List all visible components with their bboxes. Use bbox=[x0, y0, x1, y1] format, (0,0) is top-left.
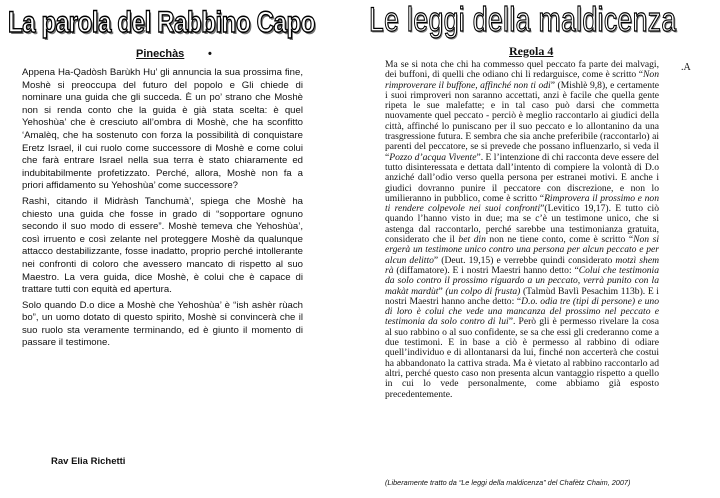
italic-quote: D.o. odia tre (tipi di persone) e uno di loro è colui che vede una mancanza del prossimo nel peccato e testimonia da solo contro di lui bbox=[385, 295, 659, 328]
paragraph: Appena Ha-Qadòsh Barùkh Hu’ gli annuncia la sua prossima fine, Moshè si preoccupa del futuro del popolo e Gli chiede di nominare una guida che gli succeda. È un po’ strano che Moshè non si renda conto che la guida è già stata scelta: è quel Yehoshùa’ che è cresciuto all’ombra di Moshè, che ha sconfitto ‘Amalèq, che ha sostenuto con forza la possibilità di conquistare Eretz Israel, il cui ruolo come successore di Moshè e come colui che farà entrare Israel nella sua terra è stato chiaramente ed indubitabilmente profetizzato. Perché, allora, Moshè non fa a priori affidamento su Yehoshùa’ come successore? bbox=[22, 67, 303, 192]
text-run: non ne tiene conto, come è scritto “ bbox=[485, 234, 634, 246]
article-body-right bbox=[385, 60, 659, 400]
italic-quote: (un colpo di frusta) bbox=[445, 285, 521, 297]
italic-quote: Non rimproverare il buffone, affinché non ti odi bbox=[385, 69, 659, 91]
article-body-left bbox=[22, 67, 303, 353]
text-run: Ma se si nota che chi ha commesso quel peccato fa parte dei malvagi, dei buffoni, di quelli che odiano chi li redarguisce, come è scritto “ bbox=[385, 59, 659, 81]
right-column bbox=[363, 0, 720, 498]
author-signature: Rav Elia Richetti bbox=[51, 456, 126, 467]
italic-quote: bet din bbox=[458, 234, 486, 246]
section-heading-pinechas: Pinechàs bbox=[136, 48, 185, 60]
paragraph: Rashì, citando il Midràsh Tanchumà’, spiega che Moshè ha chiesto una guida che fosse in grado di “sopportare ognuno secondo il suo modo di essere”. Moshè temeva che Yehoshùa’, così irruento e così zelante nel proteggere Moshè da qualunque attacco destabilizzante, fosse inadatto, proprio perché intollerante nei confronti di coloro che avessero mancato di rispetto al suo Maestro. La vera guida, dice Moshè, è colui che è capace di trattare tutti con equità ed apertura. bbox=[22, 195, 303, 296]
italic-quote: Non si ergerà un testimone unico contro una persona per alcun peccato e per alcun delitto bbox=[385, 234, 659, 266]
section-heading-regola: Regola 4 bbox=[509, 44, 554, 58]
text-run: ”. Però gli è permesso rivelare la cosa al suo rabbino o al suo confidente, se sa che essi gli crederanno come a due testimoni. E in base a ciò è permesso al rabbino di odiare quell’individuo e di allontanarsi da lui, finché non accerterà che costui ha abbandonato la cattiva strada. Ma è vietato al rabbino raccontarlo ad altri, perché questo caso non presenta alcun vantaggio rispetto a quello in cui lo vede personalmente, come abbiamo già esposto precedentemente. bbox=[385, 316, 659, 400]
text-run: ”. E l’intenzione di chi racconta deve essere del tutto disinteressata e dettata dall’intento di compiere la volontà di D.o anziché dall’odio verso quella persona per estranei motivi. E anche i giudici dovranno punire il peccatore con discrezione, e non lo umilieranno in pubblico, come è scritto “ bbox=[385, 151, 659, 204]
italic-quote: Pozzo d’acqua Vivente bbox=[389, 151, 477, 163]
page-title-right: Le leggi della maldicenza bbox=[369, 1, 677, 39]
text-run: ” bbox=[438, 285, 446, 297]
text-run: ” (Deut. 19,15) e verrebbe quindi considerato bbox=[433, 254, 616, 266]
title-text: La parola del Rabbino Capo bbox=[8, 6, 315, 39]
italic-quote: motzì shem rà bbox=[385, 254, 660, 276]
italic-quote: Colui che testimonia da solo contro il prossimo riguardo a un peccato, verrà punito con la makàt mardùt bbox=[385, 264, 659, 297]
paragraph: Solo quando D.o dice a Moshè che Yehoshùa’ è “ish ashèr rùach bo”, un uomo dotato di questo spirito, Moshè si convincerà che il suo ruolo sta veramente terminando, ed è giunto il momento di passare il testimone. bbox=[22, 299, 303, 349]
text-run: (diffamatore). E i nostri Maestri hanno detto: “ bbox=[393, 264, 579, 276]
paragraph-marker: .A bbox=[681, 62, 691, 73]
italic-quote: Rimprovera il prossimo e non ti rendere colpevole nei suoi confronti bbox=[385, 192, 659, 215]
source-footnote: (Liberamente tratto da “Le leggi della maldicenza” del Chafètz Chaim, 2007) bbox=[385, 478, 631, 487]
page-title-left bbox=[8, 2, 315, 44]
text-run: ” (Mishlè 9,8), e certamente i suoi rimproveri non saranno accettati, anzi è facile che quella gente ripeta le sue malefatte; e in tal caso può darsi che commetta nuovamente quel peccato - perciò è meglio raccontarlo ai giudici della città, affinché lo puniscano per il suo peccato e lo allontanino da una trasgressione futura. E sembra che sia anche preferibile (raccontarlo) ai parenti del peccatore, se si prevede che possano influenzarlo, si veda il “ bbox=[385, 79, 659, 163]
text-run: (Talmùd Bavlì Pesachim 113b). E i nostri Maestri hanno anche detto: “ bbox=[385, 285, 659, 307]
text-run: ”(Levitico 19,17). E tutto ciò quando l’hanno visto in due; ma se c’è un testimone unico, che si astenga dal raccontarlo, perché sarebbe una testimonianza gratuita, considerato che il bbox=[385, 203, 659, 246]
bullet-icon: • bbox=[208, 48, 212, 60]
